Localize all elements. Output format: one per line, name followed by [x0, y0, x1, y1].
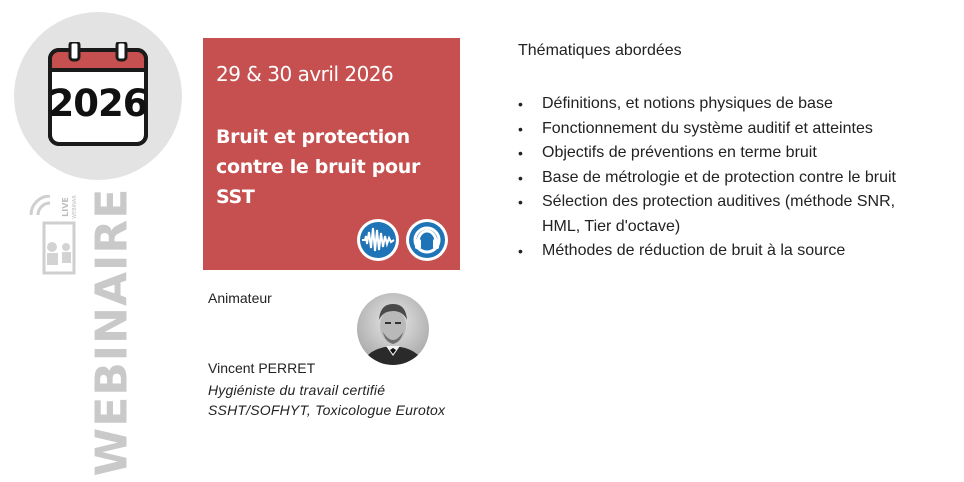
topic-item: • Définitions, et notions physiques de base [518, 92, 898, 117]
event-title: Bruit et protection contre le bruit pour SST [216, 126, 421, 208]
topic-item: • Objectifs de préventions en terme bruit [518, 141, 898, 166]
animator-role: Hygiéniste du travail certifié SSHT/SOFHYT, Toxicologue Eurotox [208, 382, 446, 418]
webinaire-label-wrap [86, 187, 138, 477]
live-badge-subtext: WEBINAR [72, 195, 78, 219]
calendar-year: 2026 [48, 82, 148, 125]
event-date: 29 & 30 avril 2026 [216, 62, 394, 86]
ear-protection-icon [405, 218, 449, 262]
portrait-photo [356, 292, 430, 366]
topics-heading: Thématiques abordées [518, 42, 682, 59]
topic-item: • Méthodes de réduction de bruit à la source [518, 239, 898, 264]
animator-name: Vincent PERRET [208, 360, 316, 376]
topic-item: • Fonctionnement du système auditif et atteintes [518, 117, 898, 142]
topic-item: • Base de métrologie et de protection contre le bruit [518, 166, 898, 191]
webinaire-label: WEBINAIRE [86, 187, 138, 477]
animator-label: Animateur [208, 290, 272, 306]
noise-wave-icon [356, 218, 400, 262]
topic-item: • Sélection des protection auditives (méthode SNR, HML, Tier d'octave) [518, 190, 898, 239]
live-webinar-icon [18, 195, 84, 277]
topics-list [518, 92, 898, 264]
live-badge-text: LIVE [61, 197, 70, 217]
